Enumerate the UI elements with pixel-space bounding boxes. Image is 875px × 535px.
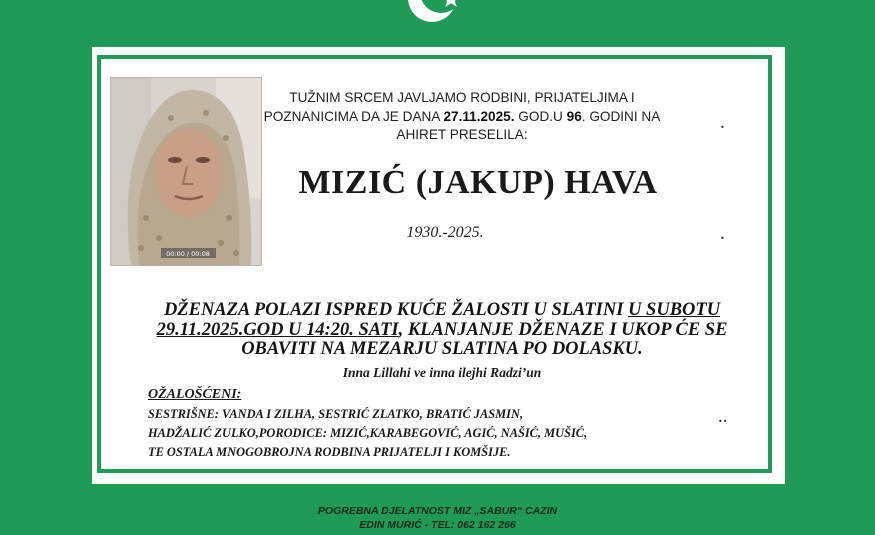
scan-mark: • <box>720 234 725 243</box>
intro-line-2-prefix: POZNANICIMA DA JE DANA <box>263 108 444 124</box>
prayer-text: Inna Lillahi ve inna ilejhi Radzi’un <box>342 365 542 380</box>
photo-caption: 00:00 / 00:08 <box>166 250 210 258</box>
mourners-line: TE OSTALA MNOGOBROJNA RODBINA PRIJATELJI I KOMŠIJE. <box>148 445 511 459</box>
funeral-details <box>142 301 742 360</box>
mourners-line: HADŽALIĆ ZULKO,PORODICE: MIZIĆ,KARABEGOVIĆ, AGIĆ, NAŠIĆ, MUŠIĆ, <box>148 426 588 440</box>
intro-line-2-mid: GOD.U <box>514 108 567 124</box>
footer-contact: EDIN MURIĆ - TEL: 062 162 266 <box>359 519 516 531</box>
funeral-line-3: OBAVITI NA MEZARJU SLATINA PO DOLASKU. <box>241 339 643 359</box>
footer <box>200 504 675 532</box>
deceased-name: MIZIĆ (JAKUP) HAVA <box>298 164 658 201</box>
funeral-line-1 <box>142 301 742 321</box>
mourners-list <box>148 405 668 462</box>
intro-line-1: TUŽNIM SRCEM JAVLJAMO RODBINI, PRIJATELJIMA I <box>289 90 635 105</box>
obituary-card <box>92 47 785 484</box>
funeral-line-2-text: , KLANJANJE DŽENAZE I UKOP ĆE SE <box>398 319 728 340</box>
death-date: 27.11.2025. <box>443 108 515 124</box>
intro-line-3: AHIRET PRESELILA: <box>396 127 528 142</box>
mourners-line: SESTRIŠNE: VANDA I ZILHA, SESTRIĆ ZLATKO, BRATIĆ JASMIN, <box>148 407 524 421</box>
scan-mark: • <box>720 123 725 132</box>
funeral-line-1-text: DŽENAZA POLAZI ISPRED KUĆE ŽALOSTI U SLATINI <box>163 300 629 320</box>
intro-text <box>262 89 662 145</box>
funeral-line-2 <box>142 321 742 341</box>
intro-line-2-suffix: . GODINI NA <box>581 108 661 124</box>
intro-line-2 <box>262 108 662 127</box>
funeral-day: U SUBOTU <box>628 300 721 320</box>
deceased-photo <box>110 77 262 266</box>
footer-company: POGREBNA DJELATNOST MIZ „SABUR“ CAZIN <box>317 505 558 517</box>
crescent-star-icon <box>405 0 465 30</box>
funeral-date-time: 29.11.2025.GOD U 14:20. SATI <box>156 319 399 340</box>
mourners-title: OŽALOŠĆENI: <box>148 387 242 402</box>
life-years: 1930.-2025. <box>406 224 484 241</box>
age: 96 <box>566 108 582 124</box>
scan-mark: •• <box>718 417 728 426</box>
